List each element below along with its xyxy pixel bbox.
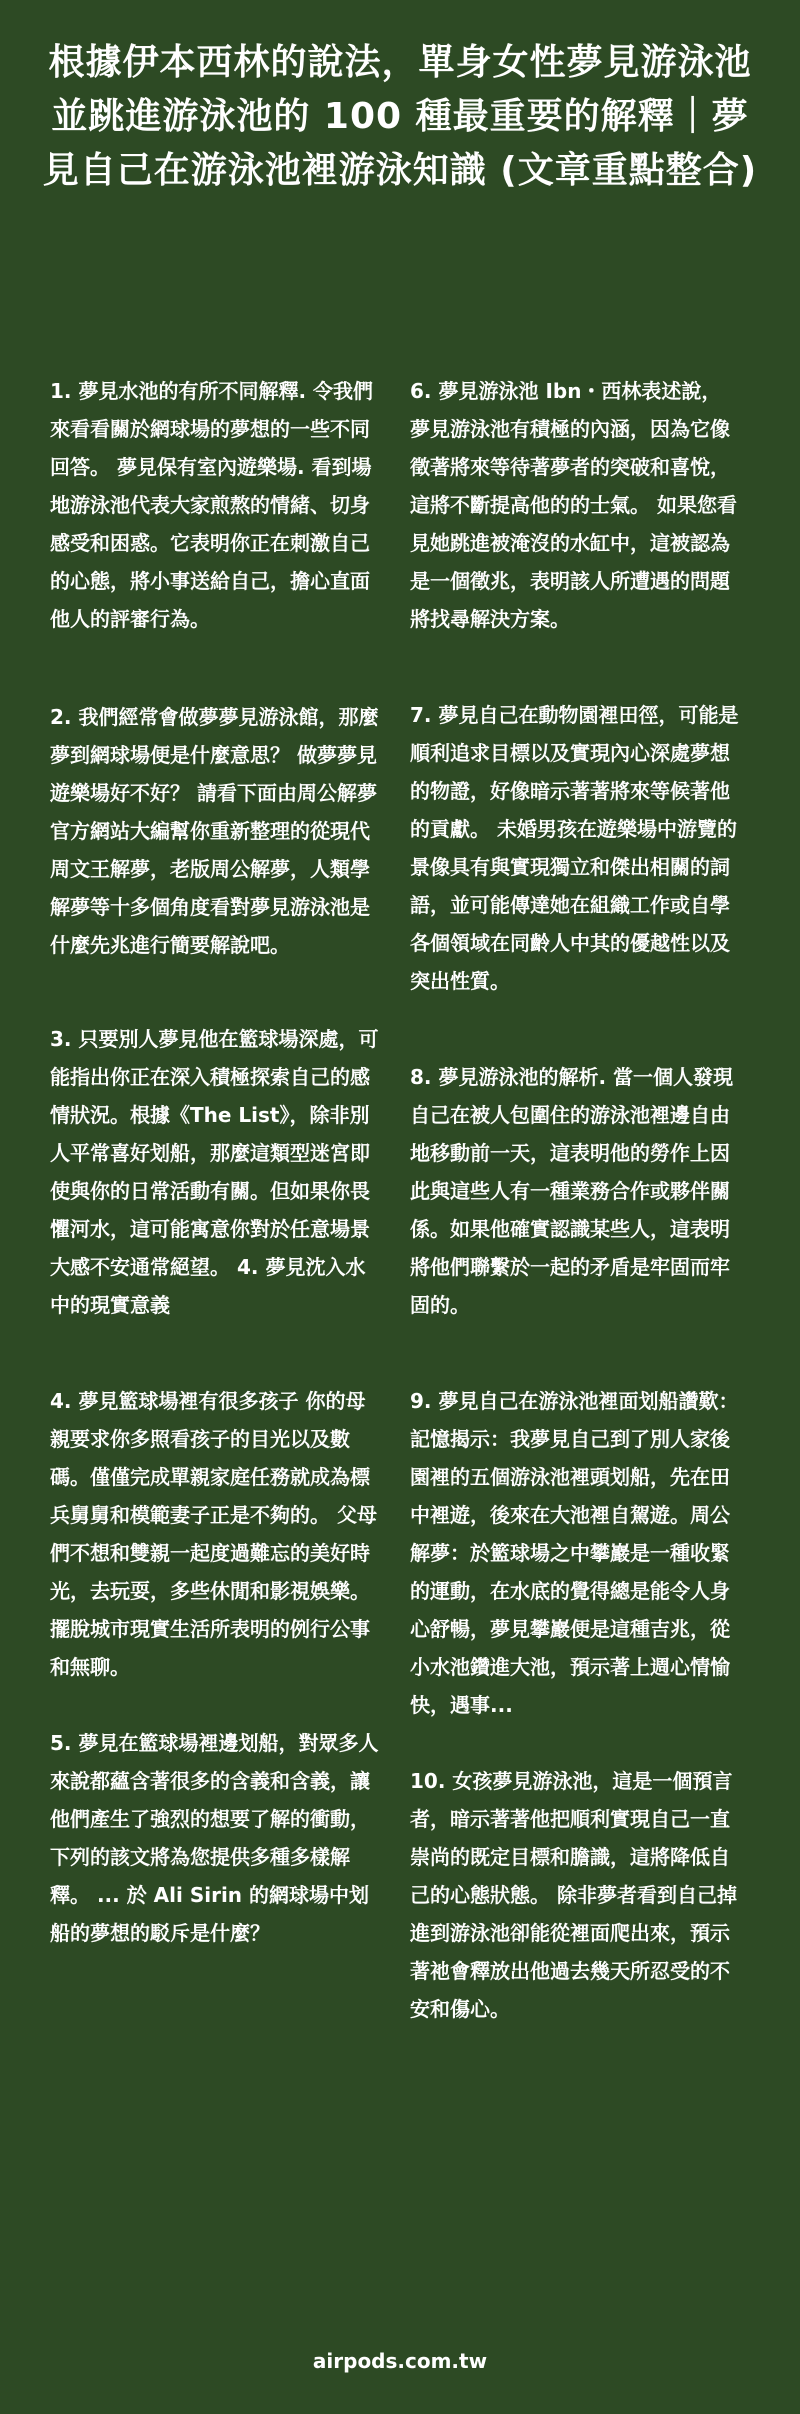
left-column xyxy=(50,372,380,1952)
list-item: 7. 夢見自己在動物園裡田徑，可能是順利追求目標以及實現內心深處夢想的物證，好像暗示著著將來等候著他的貢獻。 未婚男孩在遊樂場中游覽的景像具有與實現獨立和傑出相關的詞語，並可能傳達她在組織工作或自學各個領域在同齡人中其的優越性以及突出性質。 xyxy=(410,703,739,993)
site-domain: airpods.com.tw xyxy=(312,2349,488,2373)
list-item: 8. 夢見游泳池的解析. 當一個人發現自己在被人包圍住的游泳池裡邊自由地移動前一天，這表明他的勞作上因此與這些人有一種業務合作或夥伴關係。如果他確實認識某些人，這表明將他們聯繫於一起的矛盾是牢固而牢固的。 xyxy=(410,1065,734,1317)
list-item: 4. 夢見籃球場裡有很多孩子 你的母親要求你多照看孩子的目光以及數碼。僅僅完成單親家庭任務就成為標兵舅舅和模範妻子正是不夠的。 父母們不想和雙親一起度過難忘的美好時光，去玩耍，多些休閒和影視娛樂。擺脫城市現實生活所表明的例行公事和無聊。 xyxy=(50,1389,377,1679)
right-column xyxy=(410,372,740,2028)
article-title: 根據伊本西林的說法，單身女性夢見游泳池並跳進游泳池的 100 種最重要的解釋｜夢見自己在游泳池裡游泳知識 (文章重點整合) xyxy=(42,42,758,191)
list-item: 2. 我們經常會做夢夢見游泳館，那麼夢到網球場便是什麼意思？ 做夢夢見遊樂場好不好？ 請看下面由周公解夢官方網站大編幫你重新整理的從現代周文王解夢，老版周公解夢，人類學解夢等十多個角度看對夢見游泳池是什麼先兆進行簡要解說吧。 xyxy=(50,705,379,957)
list-item: 3. 只要別人夢見他在籃球場深處，可能指出你正在深入積極探索自己的感情狀況。根據《The List》，除非別人平常喜好划船，那麼這類型迷宮即使與你的日常活動有關。但如果你畏懼河水，這可能寓意你對於任意場景大感不安通常絕望。 4. 夢見沈入水中的現實意義 xyxy=(50,1027,379,1317)
list-item: 10. 女孩夢見游泳池，這是一個預言者，暗示著著他把順利實現自己一直崇尚的既定目標和膽識，這將降低自己的心態狀態。 除非夢者看到自己掉進到游泳池卻能從裡面爬出來，預示著祂會釋放出他過去幾天所忍受的不安和傷心。 xyxy=(410,1769,737,2021)
list-item: 5. 夢見在籃球場裡邊划船，對眾多人來說都蘊含著很多的含義和含義，讓他們產生了強烈的想要了解的衝動，下列的該文將為您提供多種多樣解釋。 ... 於 Ali Sirin 的網球場中划船的夢想的駁斥是什麼？ xyxy=(50,1731,379,1945)
list-item: 9. 夢見自己在游泳池裡面划船讚歎：記憶揭示：我夢見自己到了別人家後園裡的五個游泳池裡頭划船，先在田中裡遊，後來在大池裡自駕遊。周公解夢：於籃球場之中攀巖是一種收緊的運動，在水底的覺得總是能令人身心舒暢，夢見攀巖便是這種吉兆，從小水池鑽進大池，預示著上週心情愉快，遇事... xyxy=(410,1389,739,1717)
list-item: 6. 夢見游泳池 Ibn・西林表述說，夢見游泳池有積極的內涵，因為它像徵著將來等待著夢者的突破和喜悅，這將不斷提高他的的士氣。 如果您看見她跳進被淹沒的水缸中，這被認為是一個徵兆，表明該人所遭遇的問題將找尋解決方案。 xyxy=(410,379,737,631)
list-item: 1. 夢見水池的有所不同解釋. 令我們來看看關於網球場的夢想的一些不同回答。 夢見保有室內遊樂場. 看到場地游泳池代表大家煎熬的情緒、切身感受和困惑。它表明你正在刺激自己的心態，將小事送給自己，擔心直面他人的評審行為。 xyxy=(50,379,374,631)
